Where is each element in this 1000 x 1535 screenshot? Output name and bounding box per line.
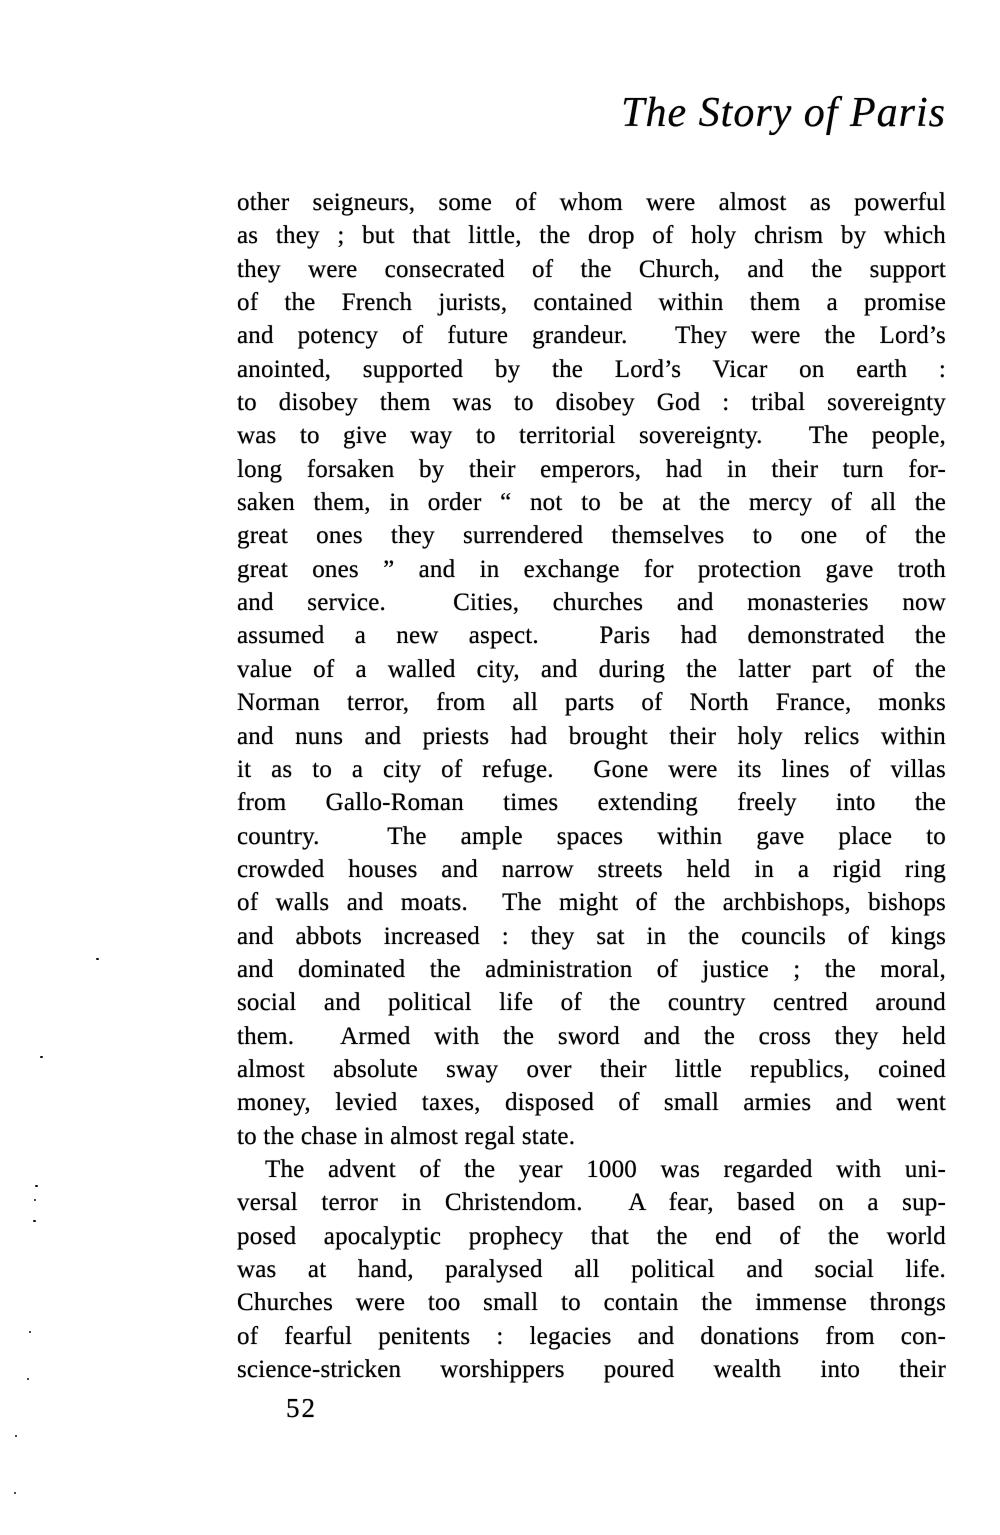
- body-text-block: [237, 186, 946, 1386]
- text-line: and potency of future grandeur. They were the Lord’s: [237, 322, 946, 350]
- text-line: almost absolute sway over their little republics, coined: [237, 1055, 946, 1083]
- text-line: country. The ample spaces within gave place to: [237, 822, 946, 850]
- text-line: and service. Cities, churches and monasteries now: [237, 589, 946, 617]
- text-line: posed apocalyptic prophecy that the end of the world: [237, 1222, 946, 1250]
- scan-speckle: [15, 1435, 17, 1437]
- scan-speckle: [29, 1331, 31, 1333]
- scan-speckle: [14, 1492, 16, 1494]
- text-line: of walls and moats. The might of the archbishops, bishops: [237, 889, 946, 917]
- text-line: them. Armed with the sword and the cross they held: [237, 1022, 946, 1050]
- scan-speckle: [96, 958, 99, 960]
- page-number: 52: [286, 1393, 317, 1423]
- text-line: long forsaken by their emperors, had in their turn for-: [237, 455, 946, 483]
- text-line: crowded houses and narrow streets held in a rigid ring: [237, 855, 946, 883]
- text-line: and abbots increased : they sat in the councils of kings: [237, 922, 946, 950]
- text-line: social and political life of the country centred around: [237, 989, 946, 1017]
- running-head-title: The Story of Paris: [621, 90, 946, 136]
- scan-speckle: [27, 1378, 29, 1380]
- text-line: great ones they surrendered themselves to one of the: [237, 522, 946, 550]
- scan-speckle: [34, 1199, 36, 1201]
- text-line-paragraph-end: to the chase in almost regal state.: [237, 1122, 576, 1150]
- text-line: anointed, supported by the Lord’s Vicar on earth :: [237, 355, 946, 383]
- text-line: of the French jurists, contained within them a promise: [237, 289, 946, 317]
- text-line: science-stricken worshippers poured wealth into their: [237, 1356, 946, 1384]
- text-line-paragraph-start: The advent of the year 1000 was regarded with uni-: [265, 1155, 946, 1183]
- text-line: was to give way to territorial sovereignty. The people,: [237, 422, 946, 450]
- scan-speckle: [40, 1056, 43, 1058]
- text-line: it as to a city of refuge. Gone were its lines of villas: [237, 755, 946, 783]
- text-line: versal terror in Christendom. A fear, based on a sup-: [237, 1189, 946, 1217]
- text-line: from Gallo-Roman times extending freely into the: [237, 789, 946, 817]
- text-line: great ones ” and in exchange for protection gave troth: [237, 555, 946, 583]
- text-line: value of a walled city, and during the latter part of the: [237, 655, 946, 683]
- text-line: of fearful penitents : legacies and donations from con-: [237, 1322, 946, 1350]
- text-line: money, levied taxes, disposed of small armies and went: [237, 1089, 946, 1117]
- text-line: other seigneurs, some of whom were almost as powerful: [237, 189, 946, 216]
- scan-speckle: [35, 1185, 38, 1187]
- scan-speckle: [33, 1220, 36, 1222]
- text-line: saken them, in order “ not to be at the mercy of all the: [237, 489, 946, 517]
- text-line: they were consecrated of the Church, and the support: [237, 255, 946, 283]
- text-line: as they ; but that little, the drop of holy chrism by which: [237, 222, 946, 250]
- text-line: and dominated the administration of justice ; the moral,: [237, 955, 946, 983]
- text-line: and nuns and priests had brought their holy relics within: [237, 722, 946, 750]
- text-line: to disobey them was to disobey God : tribal sovereignty: [237, 389, 946, 417]
- text-line: assumed a new aspect. Paris had demonstrated the: [237, 622, 946, 650]
- text-line: Norman terror, from all parts of North France, monks: [237, 689, 946, 717]
- text-line: Churches were too small to contain the immense throngs: [237, 1289, 946, 1317]
- text-line: was at hand, paralysed all political and social life.: [237, 1256, 946, 1283]
